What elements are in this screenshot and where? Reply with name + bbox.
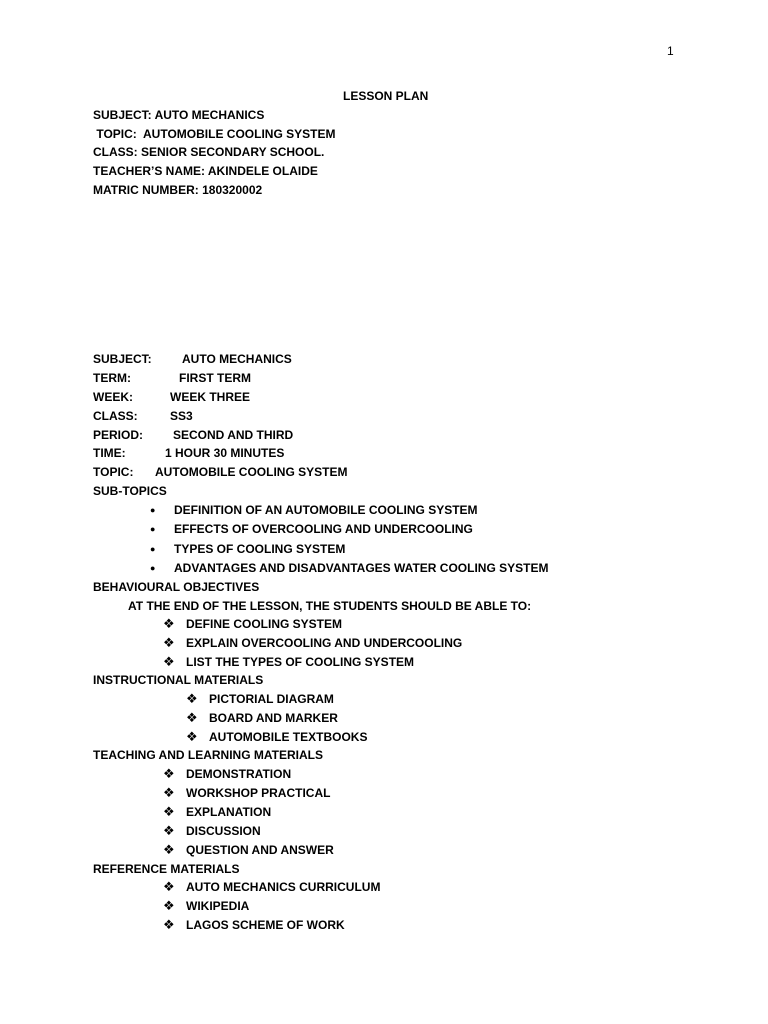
detail-topic-value: AUTOMOBILE COOLING SYSTEM [155,465,348,479]
page-number: 1 [667,44,674,58]
teaching-item: DEMONSTRATION [186,767,292,781]
diamond-bullet-icon: ❖ [186,729,198,744]
detail-subject-value: AUTO MECHANICS [182,352,292,366]
diamond-bullet-icon: ❖ [186,710,198,725]
instructional-item: AUTOMOBILE TEXTBOOKS [209,730,368,744]
detail-time-value: 1 HOUR 30 MINUTES [165,446,285,460]
diamond-bullet-icon: ❖ [163,823,175,838]
reference-item: WIKIPEDIA [186,899,250,913]
subtopic-item: TYPES OF COOLING SYSTEM [174,542,346,556]
diamond-bullet-icon: ❖ [186,691,198,706]
detail-topic-label: TOPIC: [93,465,134,479]
objective-item: LIST THE TYPES OF COOLING SYSTEM [186,655,415,669]
header-matric: MATRIC NUMBER: 180320002 [93,183,263,197]
teaching-item: WORKSHOP PRACTICAL [186,786,331,800]
subtopic-item: DEFINITION OF AN AUTOMOBILE COOLING SYSTEM [174,503,478,517]
diamond-bullet-icon: ❖ [163,766,175,781]
detail-class-value: SS3 [170,409,193,423]
detail-period-label: PERIOD: [93,428,144,442]
reference-item: LAGOS SCHEME OF WORK [186,918,345,932]
subtopics-heading: SUB-TOPICS [93,484,167,498]
detail-class-label: CLASS: [93,409,138,423]
objective-item: DEFINE COOLING SYSTEM [186,617,343,631]
detail-term-value: FIRST TERM [179,371,251,385]
reference-item: AUTO MECHANICS CURRICULUM [186,880,381,894]
teaching-item: EXPLANATION [186,805,272,819]
detail-time-label: TIME: [93,446,126,460]
diamond-bullet-icon: ❖ [163,616,175,631]
instructional-item: PICTORIAL DIAGRAM [209,692,334,706]
header-class: CLASS: SENIOR SECONDARY SCHOOL. [93,145,325,159]
bullet-dot-icon: ● [150,524,156,534]
diamond-bullet-icon: ❖ [163,879,175,894]
diamond-bullet-icon: ❖ [163,804,175,819]
objective-item: EXPLAIN OVERCOOLING AND UNDERCOOLING [186,636,463,650]
teaching-item: DISCUSSION [186,824,261,838]
bullet-dot-icon: ● [150,544,156,554]
bullet-dot-icon: ● [150,563,156,573]
diamond-bullet-icon: ❖ [163,842,175,857]
diamond-bullet-icon: ❖ [163,635,175,650]
bullet-dot-icon: ● [150,505,156,515]
page-title: LESSON PLAN [343,89,429,103]
objectives-intro: AT THE END OF THE LESSON, THE STUDENTS SHOULD BE ABLE TO: [128,599,532,613]
detail-week-value: WEEK THREE [170,390,251,404]
diamond-bullet-icon: ❖ [163,917,175,932]
detail-term-label: TERM: [93,371,131,385]
header-topic: TOPIC: AUTOMOBILE COOLING SYSTEM [93,127,336,141]
detail-week-label: WEEK: [93,390,133,404]
diamond-bullet-icon: ❖ [163,785,175,800]
instructional-heading: INSTRUCTIONAL MATERIALS [93,673,264,687]
diamond-bullet-icon: ❖ [163,654,175,669]
teaching-heading: TEACHING AND LEARNING MATERIALS [93,748,323,762]
subtopic-item: ADVANTAGES AND DISADVANTAGES WATER COOLING SYSTEM [174,561,549,575]
detail-period-value: SECOND AND THIRD [173,428,294,442]
objectives-heading: BEHAVIOURAL OBJECTIVES [93,580,260,594]
teaching-item: QUESTION AND ANSWER [186,843,334,857]
subtopic-item: EFFECTS OF OVERCOOLING AND UNDERCOOLING [174,522,473,536]
header-teacher: TEACHER’S NAME: AKINDELE OLAIDE [93,164,318,178]
diamond-bullet-icon: ❖ [163,898,175,913]
references-heading: REFERENCE MATERIALS [93,862,240,876]
header-subject: SUBJECT: AUTO MECHANICS [93,108,265,122]
detail-subject-label: SUBJECT: [93,352,152,366]
instructional-item: BOARD AND MARKER [209,711,338,725]
